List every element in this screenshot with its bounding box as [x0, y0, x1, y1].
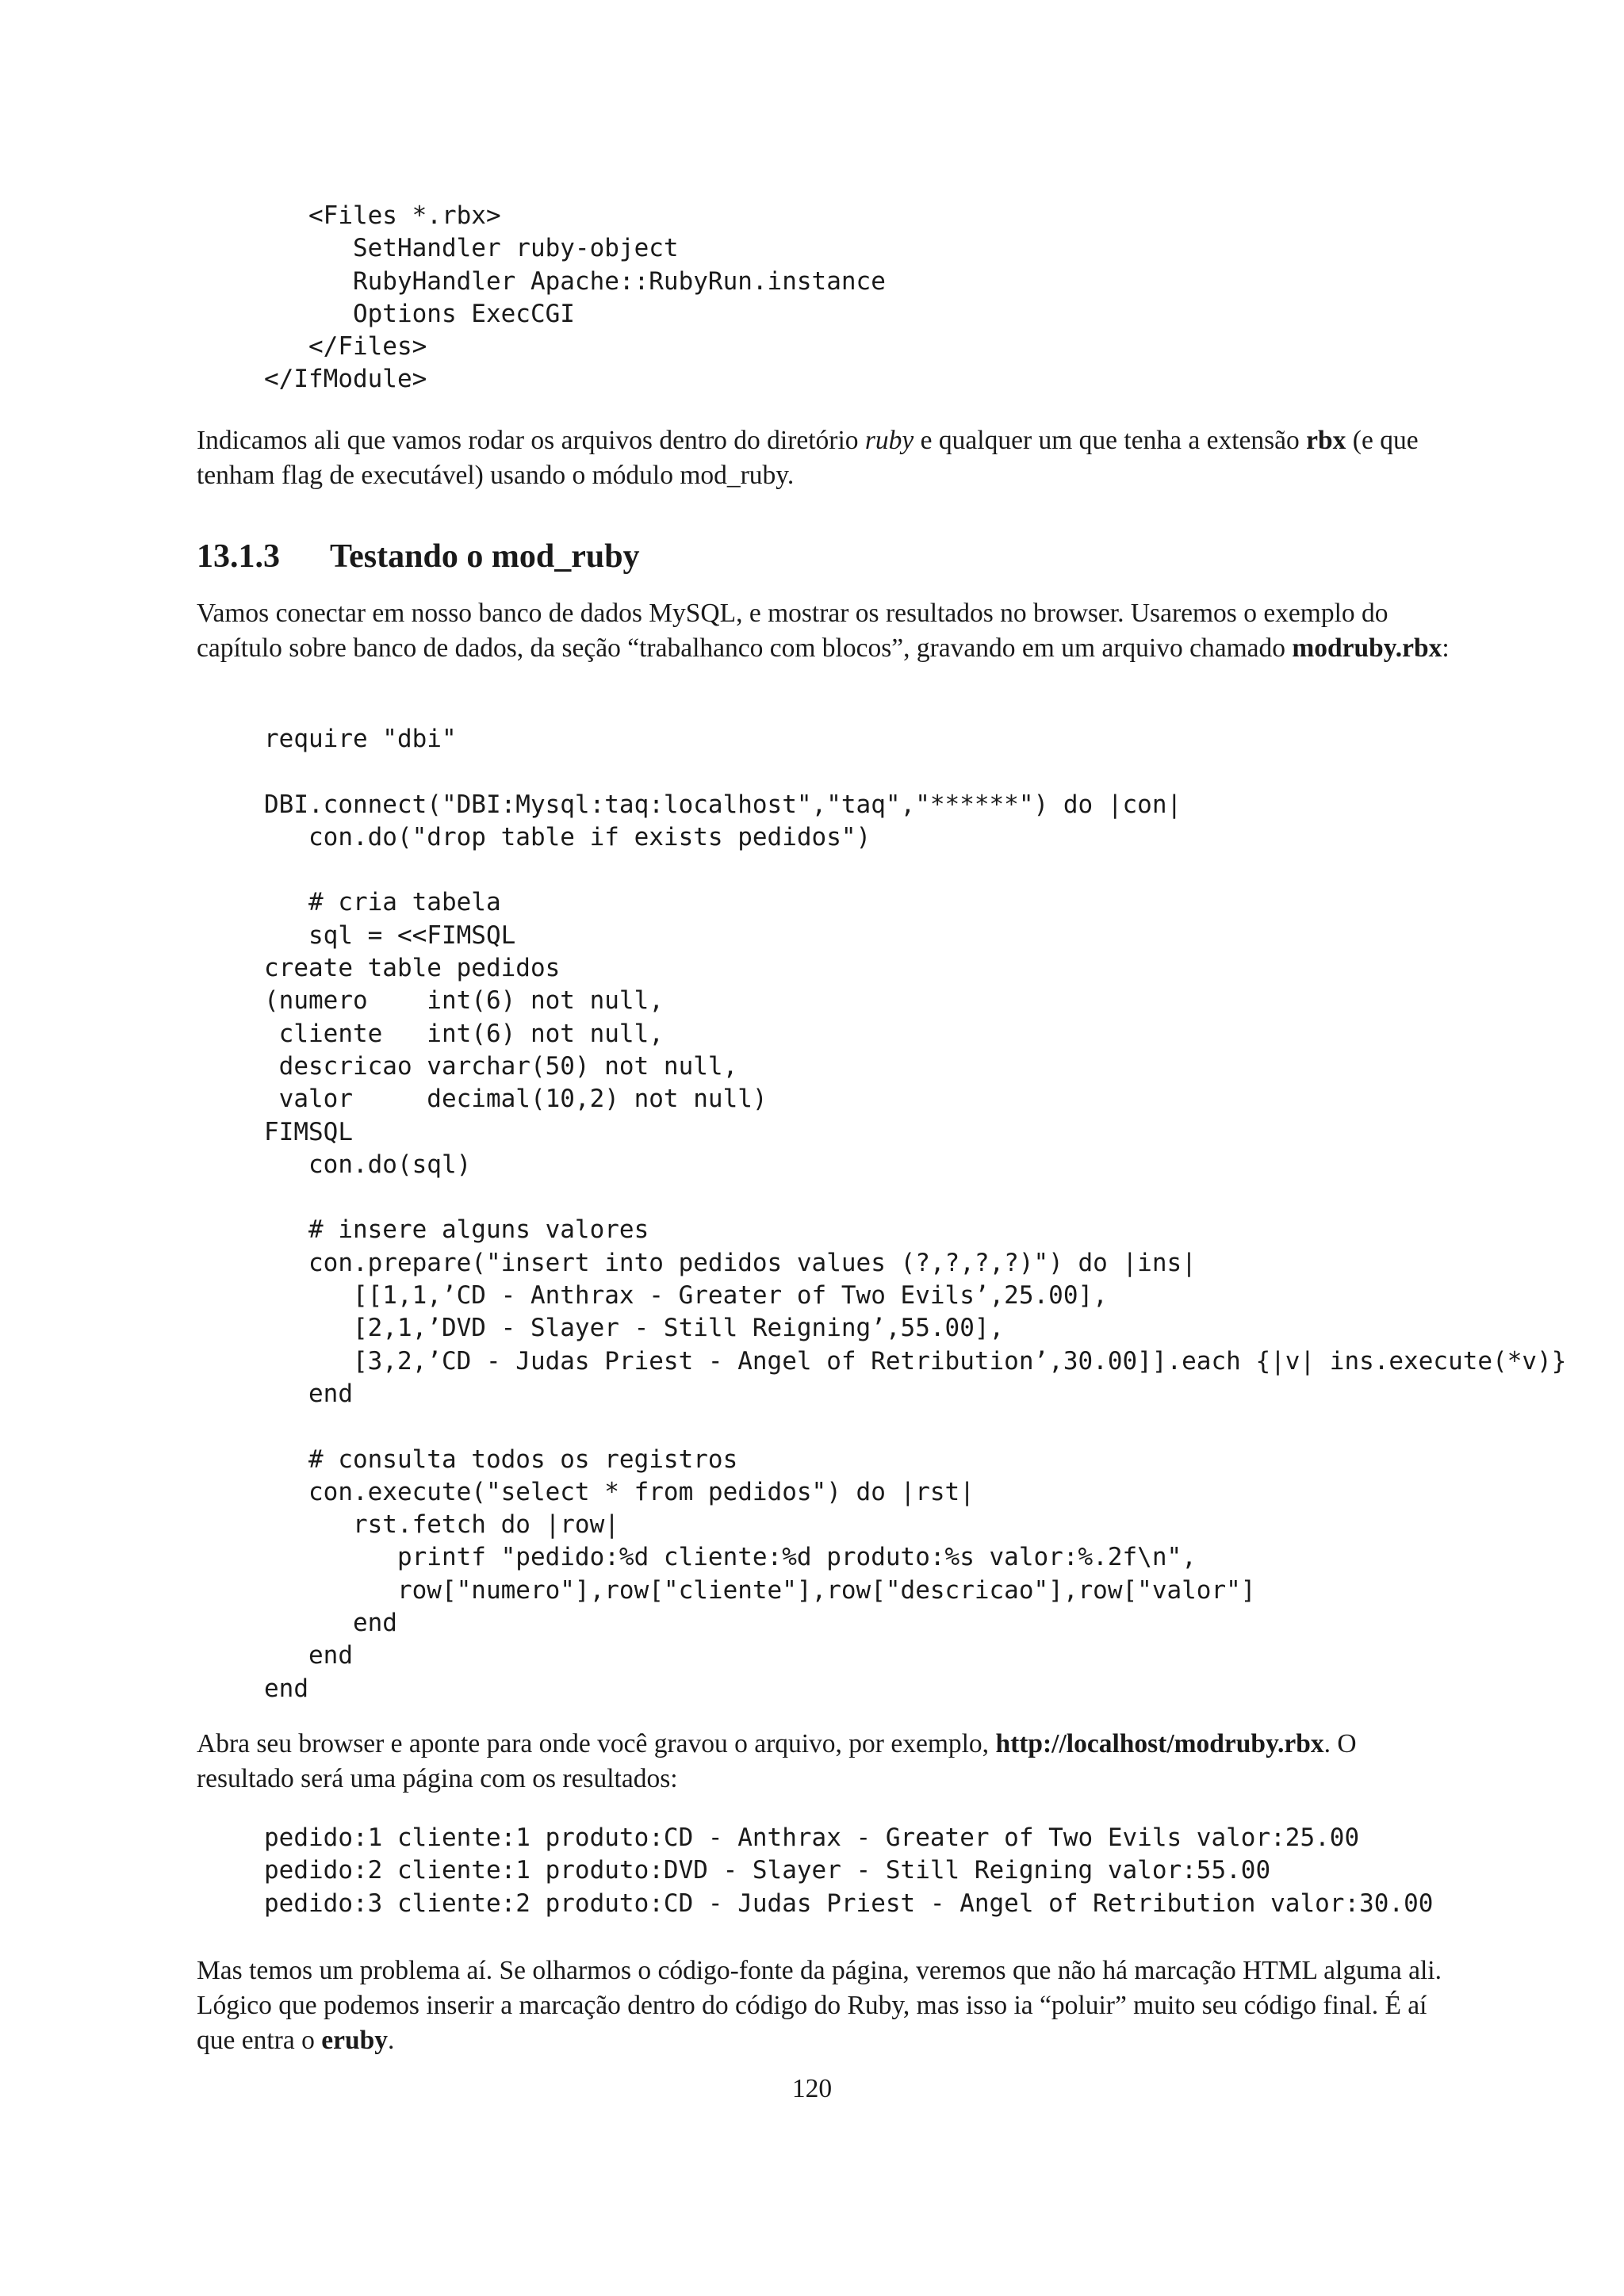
para4-text-1: Mas temos um problema aí. Se olharmos o código-fonte da página, veremos que não há marcação HTML alguma ali. Lógico que podemos inserir a marcação dentro do código do Ruby, mas isso ia “poluir” muito seu código final. É aí que entra o: [197, 1956, 1442, 2055]
paragraph-vamos-conectar: [197, 596, 1450, 666]
para4-eruby: eruby: [321, 2026, 388, 2055]
para3-url: http://localhost/modruby.rbx: [995, 1729, 1324, 1758]
para4-text-2: .: [387, 2026, 395, 2055]
paragraph-indicamos: [197, 423, 1450, 493]
para3-text-1: Abra seu browser e aponte para onde você gravou o arquivo, por exemplo,: [197, 1729, 996, 1758]
para1-ext-rbx: rbx: [1306, 426, 1346, 455]
section-heading: [197, 534, 640, 579]
para3-text-2: . O resultado será uma página com os resultados:: [197, 1729, 1357, 1793]
para1-text-1: Indicamos ali que vamos rodar os arquivos dentro do diretório: [197, 426, 865, 455]
para1-text-2: e qualquer um que tenha a extensão: [914, 426, 1307, 455]
code-block-ruby: require "dbi" DBI.connect("DBI:Mysql:taq:localhost","taq","******") do |con| con.do("drop table if exists pedidos") # cria tabela sql = <<FIMSQL create table pedidos (numero int(6) not null, cliente int(6) not null, descricao varchar(50) not null, valor decimal(10,2) not null) FIMSQL con.do(sql) # insere alguns valores con.prepare("insert into pedidos values (?,?,?,?)") do |ins| [[1,1,’CD - Anthrax - Greater of Two Evils’,25.00], [2,1,’DVD - Slayer - Still Reigning’,55.00], [3,2,’CD - Judas Priest - Angel of Retribution’,30.00]].each {|v| ins.execute(*v)} end # consulta todos os registros con.execute("select * from pedidos") do |rst| rst.fetch do |row| printf "pedido:%d cliente:%d produto:%s valor:%.2f\n", row["numero"],row["cliente"],row["descricao"],row["valor"] end end end: [264, 725, 1567, 1703]
section-number: 13.1.3: [197, 538, 280, 575]
section-title: Testando o mod_ruby: [330, 538, 640, 575]
para2-filename: modruby.rbx: [1292, 633, 1442, 663]
para2-text-1: Vamos conectar em nosso banco de dados MySQL, e mostrar os resultados no browser. Usaremos o exemplo do capítulo sobre banco de dados, da seção “trabalhanco com blocos”, gravando em um arquivo chamado: [197, 599, 1388, 663]
para1-text-3: (e que tenham flag de executável) usando o módulo mod_ruby.: [197, 426, 1419, 490]
paragraph-abra-browser: [197, 1727, 1450, 1797]
para1-dir-ruby: ruby: [864, 426, 914, 455]
para2-text-2: :: [1442, 633, 1450, 663]
paragraph-mas-temos: [197, 1954, 1450, 2058]
code-block-output: pedido:1 cliente:1 produto:CD - Anthrax - Greater of Two Evils valor:25.00 pedido:2 cliente:1 produto:DVD - Slayer - Still Reigning valor:55.00 pedido:3 cliente:2 produto:CD - Judas Priest - Angel of Retribution valor:30.00: [264, 1823, 1434, 1918]
page-number: 120: [791, 2074, 833, 2103]
code-block-apache-config: <Files *.rbx> SetHandler ruby-object RubyHandler Apache::RubyRun.instance Options ExecCGI </Files> </IfModule>: [264, 201, 886, 394]
